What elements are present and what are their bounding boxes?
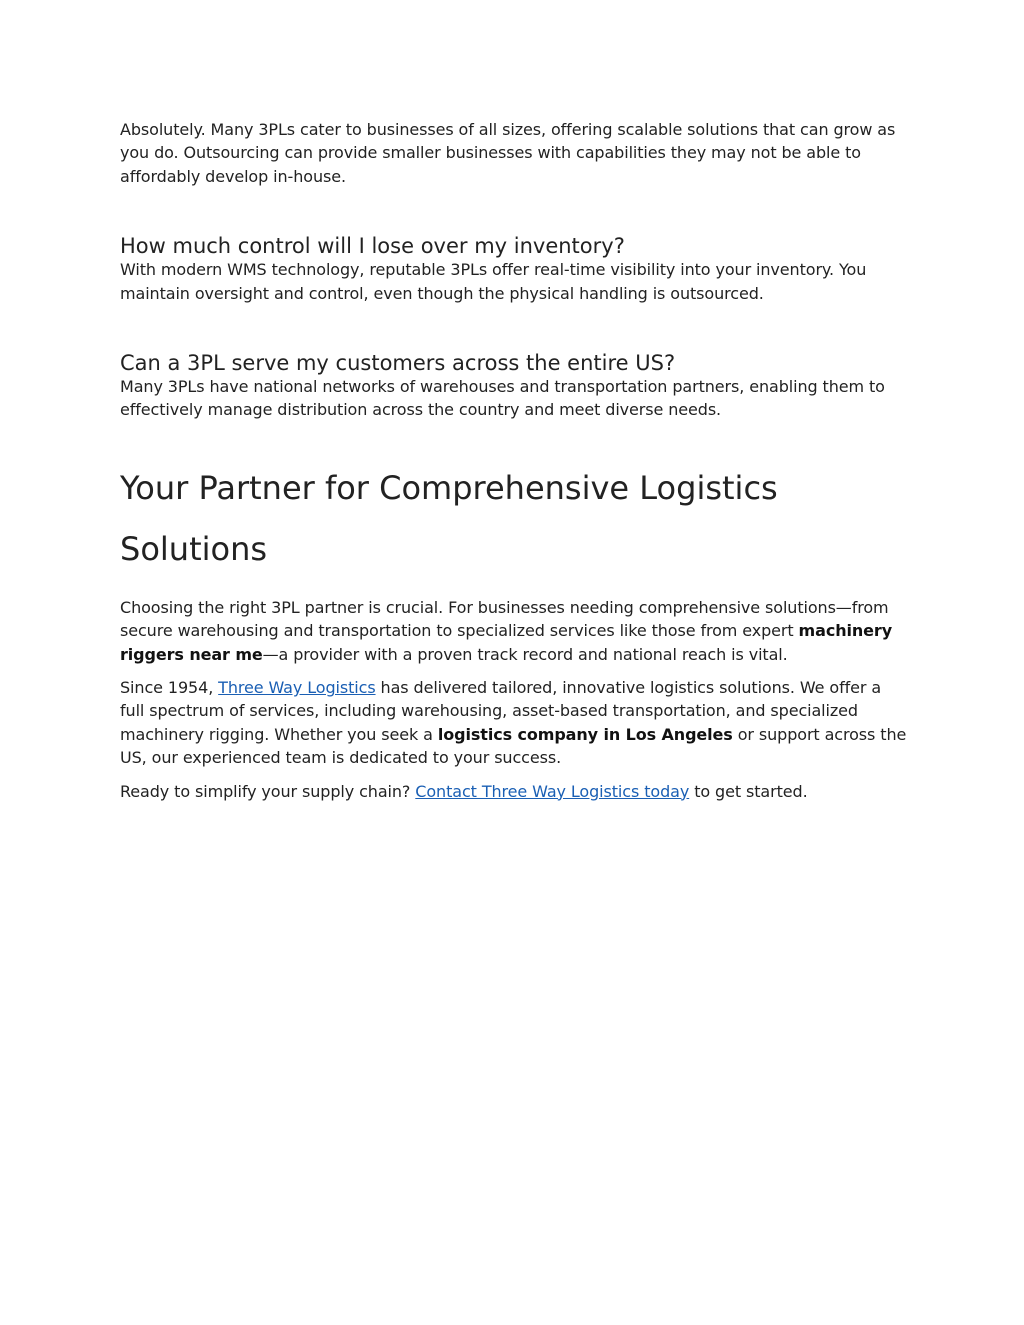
paragraph-text: has delivered tailored, innovative logistics solutions. We offer a full spectrum of services, including warehousing, asset-based transportation, and specialized machinery rigging. Whether you seek a [120, 678, 882, 744]
faq-item [120, 351, 910, 422]
paragraph-text: or support across the US, our experienced team is dedicated to your success. [120, 724, 907, 768]
faq-answer: With modern WMS technology, reputable 3PLs offer real-time visibility into your inventory. You maintain oversight and control, even though the physical handling is outsourced. [120, 260, 867, 303]
paragraph-text: Since 1954, [120, 678, 219, 698]
bold-keyword: logistics company in Los Angeles [437, 724, 733, 744]
bold-keyword: machinery riggers near me [120, 621, 893, 664]
three-way-logistics-link[interactable]: Three Way Logistics [218, 678, 376, 698]
partner-paragraph [120, 596, 910, 666]
section-heading: Your Partner for Comprehensive Logistics Solutions [120, 468, 778, 568]
document-page [120, 118, 910, 803]
cta-paragraph [120, 780, 910, 803]
paragraph-text: Ready to simplify your supply chain? [120, 781, 416, 801]
paragraph-text: —a provider with a proven track record and national reach is vital. [262, 644, 788, 664]
faq-answer: Many 3PLs have national networks of warehouses and transportation partners, enabling them to effectively manage distribution across the country and meet diverse needs. [120, 377, 885, 420]
paragraph-text: Choosing the right 3PL partner is crucial. For businesses needing comprehensive solutions—from secure warehousing and transportation to specialized services like those from expert [120, 597, 889, 641]
faq-question: Can a 3PL serve my customers across the entire US? [120, 351, 676, 376]
company-paragraph [120, 676, 910, 770]
intro-answer: Absolutely. Many 3PLs cater to businesses of all sizes, offering scalable solutions that can grow as you do. Outsourcing can provide smaller businesses with capabilities they may not be able to affordably develop in-house. [120, 120, 896, 186]
faq-question: How much control will I lose over my inventory? [120, 234, 625, 259]
contact-link[interactable]: Contact Three Way Logistics today [415, 781, 690, 801]
faq-item [120, 234, 910, 305]
paragraph-text: to get started. [689, 781, 808, 801]
